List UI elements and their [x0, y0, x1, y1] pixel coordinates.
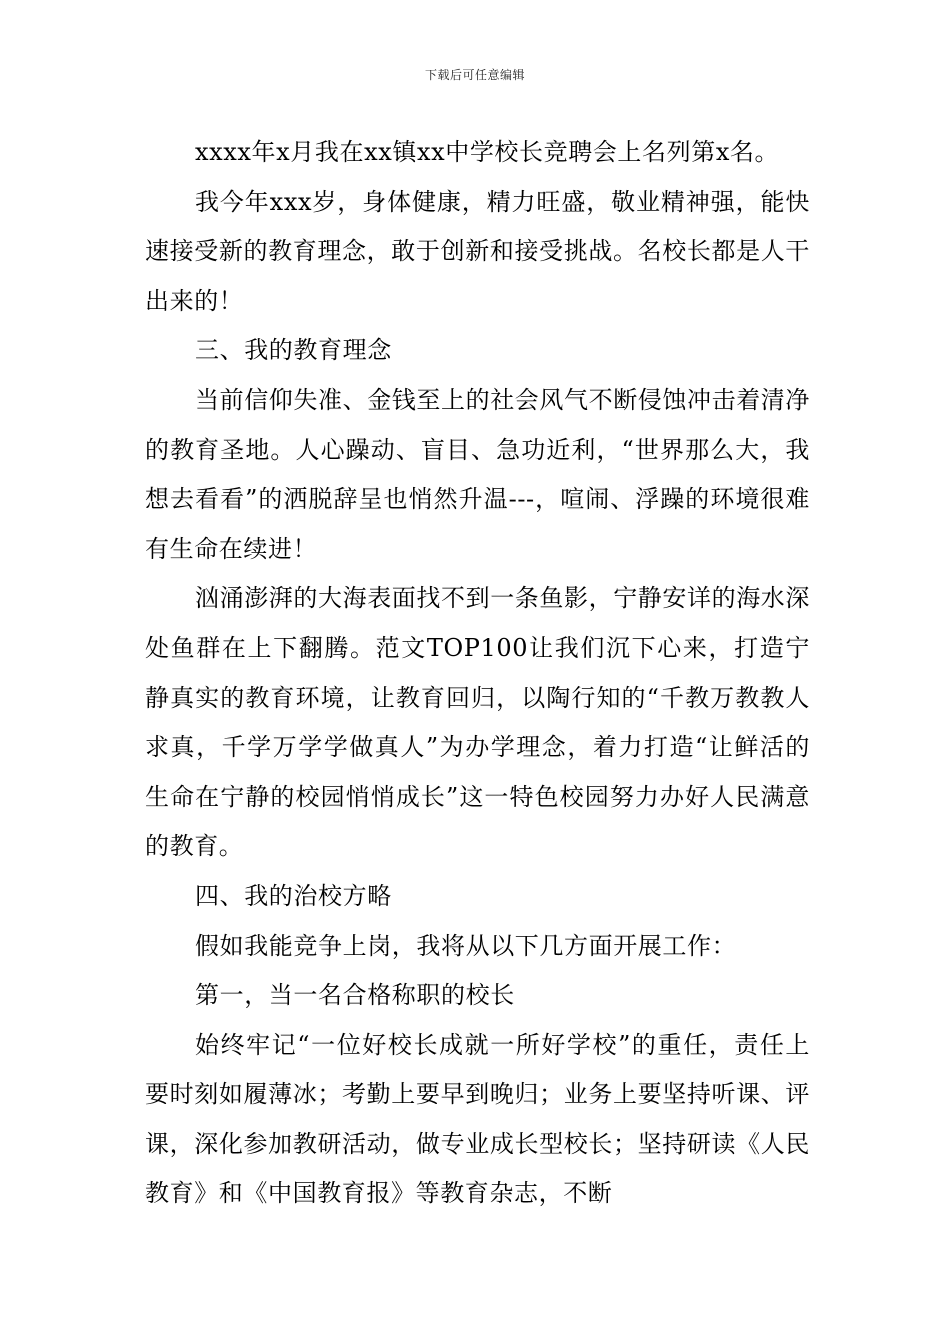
paragraph-work-plan-intro: 假如我能竞争上岗，我将从以下几方面开展工作：	[195, 931, 737, 960]
section-heading-management-strategy: 四、我的治校方略	[195, 881, 392, 910]
download-note: 下载后可任意编辑	[424, 68, 525, 82]
paragraph-ranking: xxxx年x月我在xx镇xx中学校长竞聘会上名列第x名。	[195, 138, 780, 166]
paragraph-school-philosophy: 汹涌澎湃的大海表面找不到一条鱼影，宁静安详的海水深处鱼群在上下翻腾。范文TOP100让我们沉下心来，打造宁静真实的教育环境，让教育回归，以陶行知的“千教万教教人求真，千学万学学做真人”为办学理念，着力打造“让鲜活的生命在宁静的校园悄悄成长”这一特色校园努力办好人民满意的教育。	[145, 584, 810, 861]
paragraph-principal-duties: 始终牢记“一位好校长成就一所好学校”的重任，责任上要时刻如履薄冰；考勤上要早到晚归；业务上要坚持听课、评课，深化参加教研活动，做专业成长型校长；坚持研读《人民教育》和《中国教育报》等教育杂志，不断	[145, 1030, 810, 1208]
section-heading-education-philosophy: 三、我的教育理念	[195, 336, 392, 365]
paragraph-social-climate: 当前信仰失准、金钱至上的社会风气不断侵蚀冲击着清净的教育圣地。人心躁动、盲目、急功近利，“世界那么大，我想去看看”的洒脱辞呈也悄然升温---，喧闹、浮躁的环境很难有生命在续进！	[145, 385, 810, 563]
subheading-first-point: 第一，当一名合格称职的校长	[195, 981, 515, 1010]
document-body	[145, 128, 810, 1219]
paragraph-self-intro: 我今年xxx岁，身体健康，精力旺盛，敬业精神强，能快速接受新的教育理念，敢于创新和接受挑战。名校长都是人干出来的！	[145, 187, 810, 315]
